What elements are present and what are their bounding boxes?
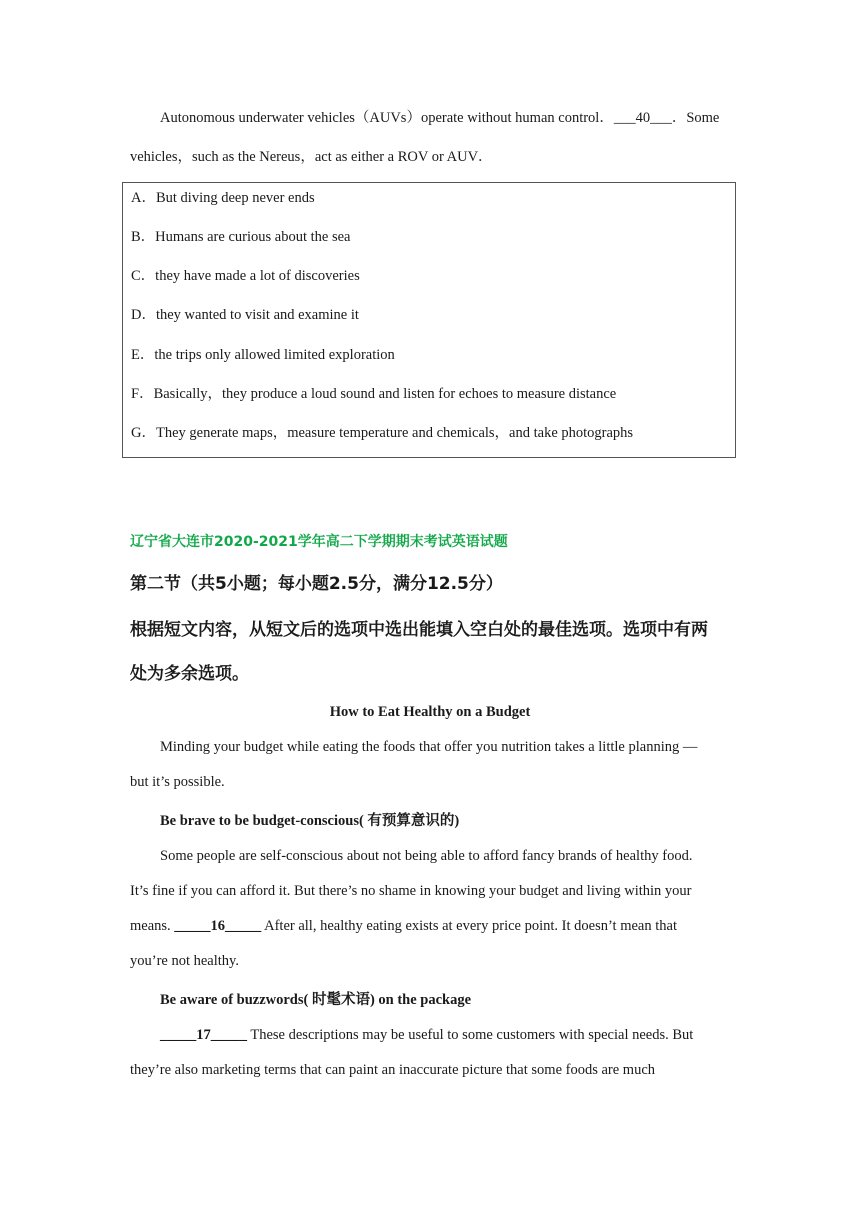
instructions-line-2: 处为多余选项。 bbox=[130, 664, 249, 684]
subheading-2: Be aware of buzzwords( 时髦术语) on the package bbox=[160, 992, 472, 1008]
p1-line-3 bbox=[130, 918, 677, 935]
p1-text: After all, healthy eating exists at every price point. It doesn’t mean that bbox=[261, 918, 677, 934]
source-title: 辽宁省大连市2020-2021学年高二下学期期末考试英语试题 bbox=[130, 534, 508, 550]
intro-line-2: but it’s possible. bbox=[130, 774, 225, 790]
p2-text: These descriptions may be useful to some customers with special needs. But bbox=[247, 1027, 694, 1043]
blank-40: ___40___ bbox=[613, 110, 672, 126]
section-heading: 第二节（共5小题；每小题2.5分，满分12.5分） bbox=[130, 574, 503, 594]
prev-passage-line-1 bbox=[160, 106, 719, 127]
p1-line-4: you’re not healthy. bbox=[130, 953, 239, 969]
prev-passage-text: Autonomous underwater vehicles（AUVs）operate without human control． bbox=[160, 110, 614, 126]
option-e: E．the trips only allowed limited exploration bbox=[131, 347, 395, 363]
option-d: D．they wanted to visit and examine it bbox=[131, 307, 359, 323]
option-c: C．they have made a lot of discoveries bbox=[131, 268, 360, 284]
intro-line-1: Minding your budget while eating the foods that offer you nutrition takes a little planning — bbox=[160, 739, 698, 755]
p2-line-2: they’re also marketing terms that can paint an inaccurate picture that some foods are much bbox=[130, 1062, 656, 1078]
blank-17: _____17_____ bbox=[160, 1027, 247, 1043]
p1-line-1: Some people are self-conscious about not being able to afford fancy brands of healthy food. bbox=[160, 848, 693, 864]
p1-line-2: It’s fine if you can afford it. But there’s no shame in knowing your budget and living within your bbox=[130, 883, 692, 899]
prev-passage-line-2: vehicles，such as the Nereus，act as either a ROV or AUV． bbox=[130, 149, 493, 165]
prev-passage-text: ．Some bbox=[671, 110, 720, 126]
p1-text: means. bbox=[130, 918, 175, 934]
subheading-1: Be brave to be budget-conscious( 有预算意识的) bbox=[160, 813, 460, 829]
instructions-line-1: 根据短文内容，从短文后的选项中选出能填入空白处的最佳选项。选项中有两 bbox=[130, 620, 708, 640]
article-title: How to Eat Healthy on a Budget bbox=[329, 704, 531, 720]
option-b: B．Humans are curious about the sea bbox=[131, 229, 351, 245]
blank-16: _____16_____ bbox=[174, 918, 262, 934]
option-g: G．They generate maps，measure temperature and chemicals，and take photographs bbox=[131, 425, 634, 441]
option-f: F．Basically，they produce a loud sound and listen for echoes to measure distance bbox=[131, 386, 617, 402]
p2-line-1 bbox=[160, 1027, 693, 1044]
options-box bbox=[122, 182, 736, 458]
option-a: A．But diving deep never ends bbox=[131, 190, 315, 206]
